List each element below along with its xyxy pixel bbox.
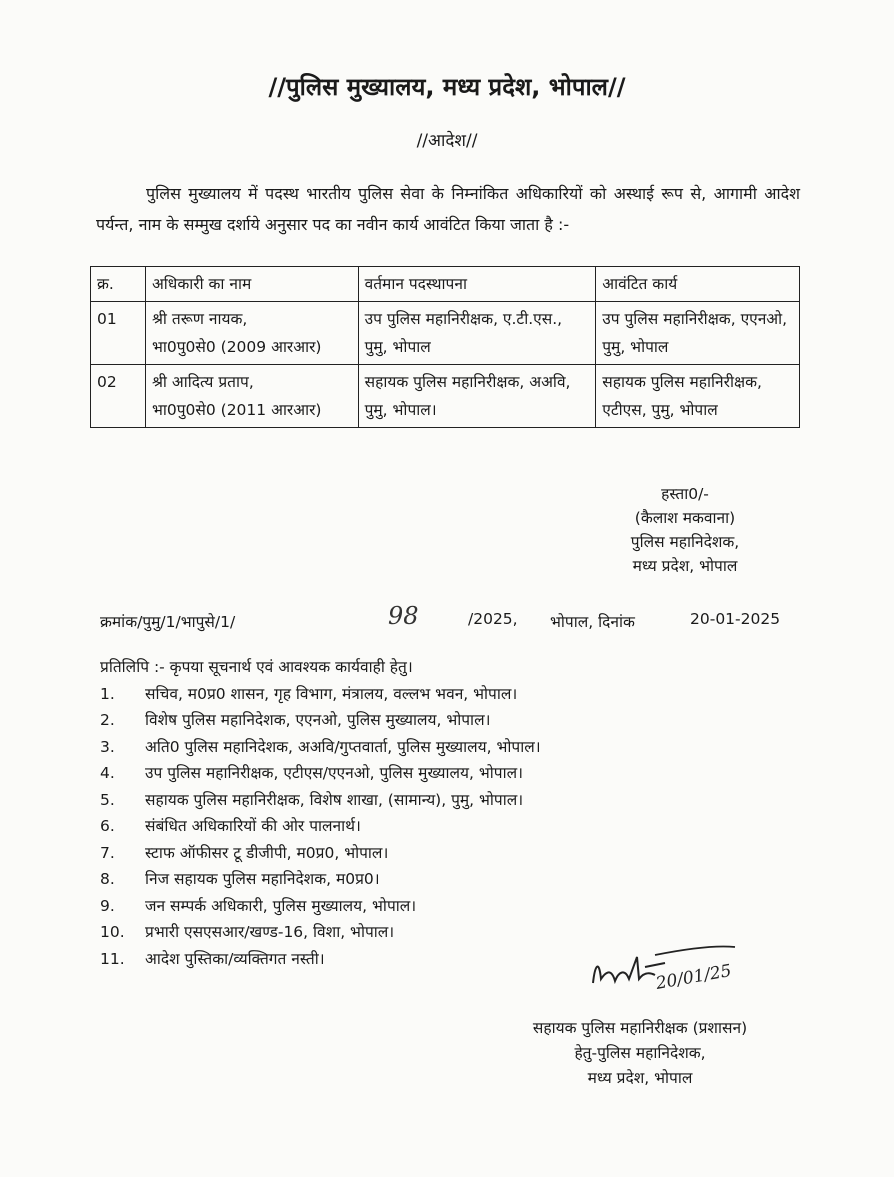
copy-to-list <box>100 654 780 972</box>
item-text: निज सहायक पुलिस महानिदेशक, म0प्र0। <box>145 870 380 888</box>
item-number: 1. <box>100 684 115 703</box>
officer-name: श्री आदित्य प्रताप, <box>151 373 254 391</box>
reference-prefix: क्रमांक/पुमु/1/भापुसे/1/ <box>100 613 236 631</box>
copy-list-item <box>100 840 780 867</box>
signatory-name: (कैलाश मकवाना) <box>634 509 736 527</box>
final-place: मध्य प्रदेश, भोपाल <box>587 1069 693 1087</box>
copy-list-item <box>100 813 780 840</box>
signatory-place: मध्य प्रदेश, भोपाल <box>632 557 738 575</box>
officer-service: भा0पु0से0 (2009 आरआर) <box>151 338 322 356</box>
table-row <box>91 302 800 365</box>
reference-year: /2025, <box>468 610 518 628</box>
item-number: 4. <box>100 764 115 782</box>
cell-name <box>145 302 358 365</box>
cell-current-posting: सहायक पुलिस महानिरीक्षक, अअवि, पुमु, भोपाल। <box>358 365 596 428</box>
header-assigned-work: आवंटित कार्य <box>596 267 800 302</box>
table-row <box>91 365 800 428</box>
order-paragraph: पुलिस मुख्यालय में पदस्थ भारतीय पुलिस सेवा के निम्नांकित अधिकारियों को अस्थाई रूप से, आगामी आदेश पर्यन्त, नाम के सम्मुख दर्शाये अनुसार पद का नवीन कार्य आवंटित किया जाता है :- <box>96 184 800 234</box>
item-number: 10. <box>100 923 125 941</box>
cell-name <box>145 365 358 428</box>
signature-date: 20/01/25 <box>654 960 734 994</box>
item-text: अति0 पुलिस महानिदेशक, अअवि/गुप्तवार्ता, पुलिस मुख्यालय, भोपाल। <box>145 737 541 756</box>
order-date: 20-01-2025 <box>690 610 781 628</box>
final-signature-block <box>480 1016 800 1091</box>
header-serial: क्र. <box>91 267 146 302</box>
copy-list-item <box>100 919 780 946</box>
item-number: 11. <box>100 949 125 968</box>
posting-table <box>90 266 800 428</box>
copy-list-item <box>100 734 780 761</box>
final-for: हेतु-पुलिस महानिदेशक, <box>574 1044 706 1062</box>
table-header-row <box>91 267 800 302</box>
item-text: सचिव, म0प्र0 शासन, गृह विभाग, मंत्रालय, वल्लभ भवन, भोपाल। <box>145 684 518 703</box>
item-number: 8. <box>100 870 115 888</box>
copy-list-item <box>100 681 780 708</box>
copy-list-item <box>100 707 780 734</box>
place-date-label: भोपाल, दिनांक <box>550 613 635 631</box>
header-name: अधिकारी का नाम <box>145 267 358 302</box>
copy-intro: प्रतिलिपि :- कृपया सूचनार्थ एवं आवश्यक कार्यवाही हेतु। <box>100 658 413 676</box>
copy-list-item <box>100 787 780 814</box>
copy-list-item <box>100 893 780 920</box>
reference-number: 98 <box>388 602 419 630</box>
copy-list-item <box>100 760 780 787</box>
item-text: संबंधित अधिकारियों की ओर पालनार्थ। <box>145 817 361 835</box>
item-text: सहायक पुलिस महानिरीक्षक, विशेष शाखा, (सामान्य), पुमु, भोपाल। <box>145 790 524 809</box>
item-text: आदेश पुस्तिका/व्यक्तिगत नस्ती। <box>145 949 325 968</box>
cell-current-posting: उप पुलिस महानिरीक्षक, ए.टी.एस., पुमु, भोपाल <box>358 302 596 365</box>
item-number: 3. <box>100 737 115 756</box>
cell-serial: 01 <box>91 302 146 365</box>
item-text: जन सम्पर्क अधिकारी, पुलिस मुख्यालय, भोपाल। <box>145 896 417 915</box>
item-text: उप पुलिस महानिरीक्षक, एटीएस/एएनओ, पुलिस मुख्यालय, भोपाल। <box>145 764 523 782</box>
item-number: 2. <box>100 711 115 729</box>
document-title: //पुलिस मुख्यालय, मध्य प्रदेश, भोपाल// <box>268 73 626 101</box>
officer-service: भा0पु0से0 (2011 आरआर) <box>151 401 322 419</box>
handwritten-signature <box>585 945 745 1005</box>
header-current-posting: वर्तमान पदस्थापना <box>358 267 596 302</box>
signed-mark: हस्ता0/- <box>661 485 709 503</box>
item-number: 5. <box>100 790 115 809</box>
cell-assigned-work: उप पुलिस महानिरीक्षक, एएनओ, पुमु, भोपाल <box>596 302 800 365</box>
order-heading: //आदेश// <box>416 131 478 151</box>
item-number: 6. <box>100 817 115 835</box>
final-designation: सहायक पुलिस महानिरीक्षक (प्रशासन) <box>532 1019 748 1037</box>
item-text: स्टाफ ऑफीसर टू डीजीपी, म0प्र0, भोपाल। <box>145 843 389 862</box>
item-number: 9. <box>100 896 115 915</box>
item-text: प्रभारी एसएसआर/खण्ड-16, विशा, भोपाल। <box>145 923 395 941</box>
reference-line <box>100 602 800 632</box>
officer-name: श्री तरूण नायक, <box>151 310 248 328</box>
item-number: 7. <box>100 843 115 862</box>
cell-serial: 02 <box>91 365 146 428</box>
item-text: विशेष पुलिस महानिदेशक, एएनओ, पुलिस मुख्यालय, भोपाल। <box>145 711 491 729</box>
copy-list-item <box>100 866 780 893</box>
cell-assigned-work: सहायक पुलिस महानिरीक्षक, एटीएस, पुमु, भोपाल <box>596 365 800 428</box>
signatory-designation: पुलिस महानिदेशक, <box>630 533 740 551</box>
dgp-signature-block <box>600 482 770 578</box>
